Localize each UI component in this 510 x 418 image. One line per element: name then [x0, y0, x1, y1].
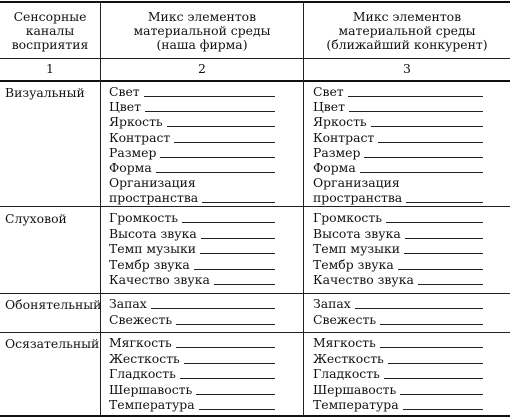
fill-in-blank[interactable]	[200, 242, 275, 254]
category-visual: Визуальный	[5, 85, 85, 100]
fill-in-blank[interactable]	[418, 273, 483, 285]
table-top-rule	[0, 1, 510, 3]
material-element-label: Свет	[313, 84, 344, 99]
material-element-label: Цвет	[313, 99, 345, 115]
material-element-label: Темп музыки	[109, 241, 196, 257]
material-element-row	[313, 99, 483, 114]
fill-in-blank[interactable]	[202, 191, 275, 203]
material-element-row	[109, 257, 275, 272]
fill-in-blank[interactable]	[194, 258, 275, 270]
fill-in-blank[interactable]	[398, 258, 483, 270]
material-element-row	[313, 210, 483, 225]
fill-in-blank[interactable]	[199, 398, 275, 410]
column-number-2: 2	[198, 61, 206, 76]
fill-in-blank[interactable]	[371, 115, 483, 127]
material-element-row	[313, 257, 483, 272]
material-element-row	[109, 382, 275, 397]
material-element-row	[313, 84, 483, 99]
section-rule-3	[0, 332, 510, 333]
fill-in-blank[interactable]	[180, 367, 275, 379]
material-element-label: Шершавость	[109, 381, 193, 397]
table-bottom-rule	[0, 415, 510, 417]
material-element-row	[109, 296, 275, 311]
section-rule-2	[0, 293, 510, 294]
material-element-label: Темп музыки	[313, 241, 400, 257]
material-element-row	[109, 160, 275, 175]
material-element-label: Контраст	[313, 129, 375, 145]
header-col-1-line: каналы	[25, 23, 75, 38]
header-col-2-line: Микс элементов	[147, 9, 257, 24]
material-element-row	[109, 351, 275, 366]
fill-in-blank[interactable]	[182, 211, 275, 223]
material-element-row	[109, 397, 275, 412]
material-element-row	[109, 114, 275, 129]
material-element-label: Мягкость	[313, 335, 376, 350]
material-element-label: Жесткость	[109, 350, 180, 366]
material-element-row	[109, 210, 275, 225]
material-element-label: Размер	[313, 144, 361, 160]
material-element-label: Размер	[109, 144, 157, 160]
material-element-row	[109, 175, 196, 190]
material-element-row	[313, 241, 483, 256]
header-col-1-line: Сенсорные	[13, 9, 87, 24]
material-element-label: Мягкость	[109, 335, 172, 350]
fill-in-blank[interactable]	[167, 115, 275, 127]
material-element-label: Высота звука	[109, 225, 197, 241]
material-element-label: Свежесть	[313, 312, 377, 327]
fill-in-blank[interactable]	[355, 297, 483, 309]
material-element-label: Организация	[313, 175, 400, 191]
header-col-1	[0, 10, 100, 52]
material-element-label: Свежесть	[109, 312, 173, 327]
category-olfactory: Обонятельный	[5, 297, 102, 312]
material-element-label: Качество звука	[313, 272, 414, 288]
material-element-row	[313, 114, 483, 129]
category-auditory: Слуховой	[5, 211, 67, 226]
header-col-3-line: (ближайший конкурент)	[326, 37, 488, 52]
material-element-row	[109, 226, 275, 241]
fill-in-blank[interactable]	[349, 100, 483, 112]
material-element-label: Запах	[109, 296, 147, 311]
header-col-1-line: восприятия	[11, 37, 89, 52]
fill-in-blank[interactable]	[201, 227, 275, 239]
fill-in-blank[interactable]	[348, 85, 483, 97]
material-element-row	[109, 272, 275, 287]
header-col-3-line: материальной среды	[338, 23, 476, 38]
material-element-label: Жесткость	[313, 350, 384, 366]
material-element-row	[313, 226, 483, 241]
material-element-row	[313, 145, 483, 160]
section-rule-1	[0, 206, 510, 207]
fill-in-blank[interactable]	[406, 191, 483, 203]
material-element-label: Громкость	[109, 210, 178, 225]
material-element-row	[313, 296, 483, 311]
material-element-row	[313, 160, 483, 175]
material-element-label: Форма	[109, 160, 152, 175]
material-element-label: Тембр звука	[109, 256, 190, 272]
fill-in-blank[interactable]	[176, 336, 275, 348]
fill-in-blank[interactable]	[196, 383, 275, 395]
material-element-label: Форма	[313, 160, 356, 175]
fill-in-blank[interactable]	[403, 398, 483, 410]
fill-in-blank[interactable]	[378, 131, 483, 143]
material-element-label: Температура	[109, 397, 195, 413]
material-element-row	[109, 366, 275, 381]
material-element-row	[313, 175, 400, 190]
category-tactile: Осязательный	[5, 336, 100, 351]
fill-in-blank[interactable]	[360, 161, 483, 173]
material-element-label: Гладкость	[109, 366, 176, 382]
fill-in-blank[interactable]	[160, 146, 275, 158]
fill-in-blank[interactable]	[388, 352, 483, 364]
numbers-rule	[0, 80, 510, 82]
material-element-row	[109, 335, 275, 350]
material-element-label: Свет	[109, 84, 140, 99]
material-element-row	[109, 145, 275, 160]
material-element-row	[313, 312, 483, 327]
header-rule	[0, 58, 510, 59]
column-number-1: 1	[46, 61, 54, 76]
material-element-row	[313, 382, 483, 397]
material-element-row	[109, 190, 275, 205]
header-col-3-line: Микс элементов	[352, 9, 462, 24]
material-element-row	[313, 190, 483, 205]
material-element-label: Гладкость	[313, 366, 380, 382]
material-element-row	[109, 99, 275, 114]
material-element-label: Организация	[109, 175, 196, 191]
material-element-label: Яркость	[313, 114, 367, 130]
fill-in-blank[interactable]	[156, 161, 275, 173]
material-element-row	[313, 130, 483, 145]
material-element-label: Запах	[313, 296, 351, 311]
fill-in-blank[interactable]	[364, 146, 483, 158]
fill-in-blank[interactable]	[184, 352, 275, 364]
fill-in-blank[interactable]	[214, 273, 275, 285]
material-element-row	[313, 351, 483, 366]
material-element-row	[109, 130, 275, 145]
header-col-2-line: (наша фирма)	[156, 37, 248, 52]
material-element-label: Контраст	[109, 129, 171, 145]
material-element-label: Громкость	[313, 210, 382, 225]
fill-in-blank[interactable]	[405, 227, 483, 239]
material-element-row	[109, 84, 275, 99]
fill-in-blank[interactable]	[380, 336, 483, 348]
column-number-3: 3	[403, 61, 411, 76]
header-col-2-line: материальной среды	[133, 23, 271, 38]
material-element-row	[313, 272, 483, 287]
material-element-label: пространства	[313, 190, 403, 206]
material-element-label: Тембр звука	[313, 256, 394, 272]
fill-in-blank[interactable]	[404, 242, 483, 254]
material-element-label: Качество звука	[109, 272, 210, 288]
material-element-label: Цвет	[109, 99, 141, 115]
fill-in-blank[interactable]	[145, 100, 275, 112]
material-element-label: Яркость	[109, 114, 163, 130]
material-element-label: Высота звука	[313, 225, 401, 241]
fill-in-blank[interactable]	[151, 297, 275, 309]
fill-in-blank[interactable]	[386, 211, 483, 223]
material-element-row	[109, 312, 275, 327]
fill-in-blank[interactable]	[380, 313, 483, 325]
material-element-row	[313, 366, 483, 381]
material-element-label: пространства	[109, 190, 199, 206]
header-col-2	[101, 10, 303, 52]
header-col-3	[304, 10, 510, 52]
material-element-row	[313, 335, 483, 350]
material-element-row	[109, 241, 275, 256]
material-element-row	[313, 397, 483, 412]
fill-in-blank[interactable]	[176, 313, 275, 325]
material-element-label: Температура	[313, 397, 399, 413]
fill-in-blank[interactable]	[384, 367, 483, 379]
material-element-label: Шершавость	[313, 381, 397, 397]
fill-in-blank[interactable]	[144, 85, 275, 97]
fill-in-blank[interactable]	[400, 383, 483, 395]
fill-in-blank[interactable]	[174, 131, 275, 143]
